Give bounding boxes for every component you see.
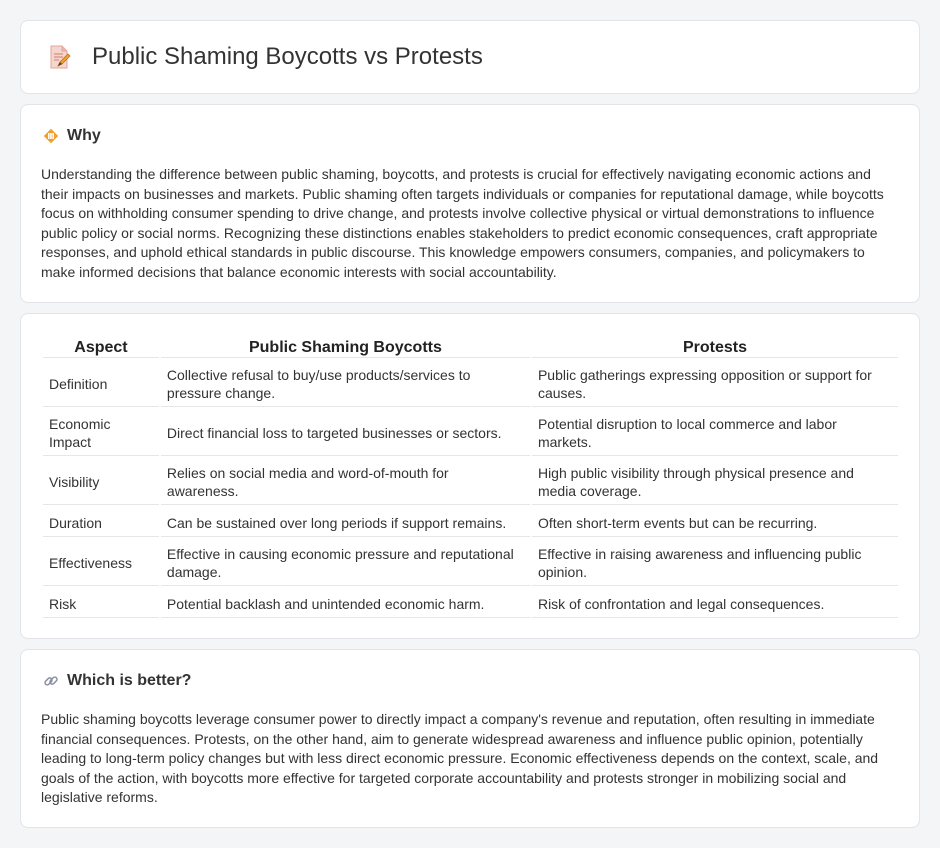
why-body: Understanding the difference between public shaming, boycotts, and protests is crucial for effectively navigating economic actions and their impacts on businesses and markets. Public shaming often targets individuals or companies for reputational damage, while boycotts focus on withholding consumer spending to drive change, and protests involve collective physical or virtual demonstrations to influence public policy or social norms. Recognizing these distinctions enables stakeholders to predict economic consequences, craft appropriate responses, and uphold ethical standards in public discourse. This knowledge empowers consumers, companies, and policymakers to make informed decisions that balance economic interests with social accountability. — [41, 166, 884, 280]
table-row — [43, 588, 898, 618]
boycotts-cell: Direct financial loss to targeted businesses or sectors. — [161, 409, 530, 456]
header-protests: Protests — [532, 336, 898, 358]
table-row — [43, 458, 898, 505]
page-title: Public Shaming Boycotts vs Protests — [92, 43, 483, 70]
protests-cell: Effective in raising awareness and influencing public opinion. — [532, 539, 898, 586]
table-row — [43, 507, 898, 537]
table-row — [43, 539, 898, 586]
comparison-section — [20, 313, 920, 639]
protests-cell: Risk of confrontation and legal consequences. — [532, 588, 898, 618]
boycotts-cell: Potential backlash and unintended economic harm. — [161, 588, 530, 618]
aspect-cell: Visibility — [43, 458, 159, 505]
table-row — [43, 360, 898, 407]
why-heading — [43, 127, 101, 145]
comparison-table — [41, 334, 900, 620]
table-row — [43, 409, 898, 456]
better-body: Public shaming boycotts leverage consumer power to directly impact a company's revenue and reputation, often resulting in immediate financial consequences. Protests, on the other hand, aim to generate widespread awareness and influence public opinion, potentially leading to long-term policy changes but with less direct economic pressure. Economic effectiveness depends on the context, scale, and goals of the action, with boycotts more effective for targeted corporate accountability and protests stronger in mobilizing social and legislative reforms. — [41, 711, 879, 806]
which-is-better-section — [20, 649, 920, 828]
aspect-cell: Duration — [43, 507, 159, 537]
aspect-cell: Economic Impact — [43, 409, 159, 456]
protests-cell: Often short-term events but can be recurring. — [532, 507, 898, 537]
protests-cell: High public visibility through physical presence and media coverage. — [532, 458, 898, 505]
protests-cell: Public gatherings expressing opposition or support for causes. — [532, 360, 898, 407]
boycotts-cell: Collective refusal to buy/use products/services to pressure change. — [161, 360, 530, 407]
protests-cell: Potential disruption to local commerce and labor markets. — [532, 409, 898, 456]
table-header-row — [43, 336, 898, 358]
link-icon — [43, 673, 59, 689]
boycotts-cell: Can be sustained over long periods if support remains. — [161, 507, 530, 537]
document-pencil-icon — [46, 44, 72, 70]
better-heading — [43, 672, 191, 690]
boycotts-cell: Effective in causing economic pressure and reputational damage. — [161, 539, 530, 586]
header-card — [20, 20, 920, 94]
header-aspect: Aspect — [43, 336, 159, 358]
aspect-cell: Effectiveness — [43, 539, 159, 586]
page-header — [46, 43, 483, 71]
diamond-warning-icon — [43, 128, 59, 144]
aspect-cell: Definition — [43, 360, 159, 407]
why-title: Why — [67, 127, 101, 144]
aspect-cell: Risk — [43, 588, 159, 618]
better-title: Which is better? — [67, 672, 192, 689]
why-section — [20, 104, 920, 303]
header-boycotts: Public Shaming Boycotts — [161, 336, 530, 358]
boycotts-cell: Relies on social media and word-of-mouth for awareness. — [161, 458, 530, 505]
